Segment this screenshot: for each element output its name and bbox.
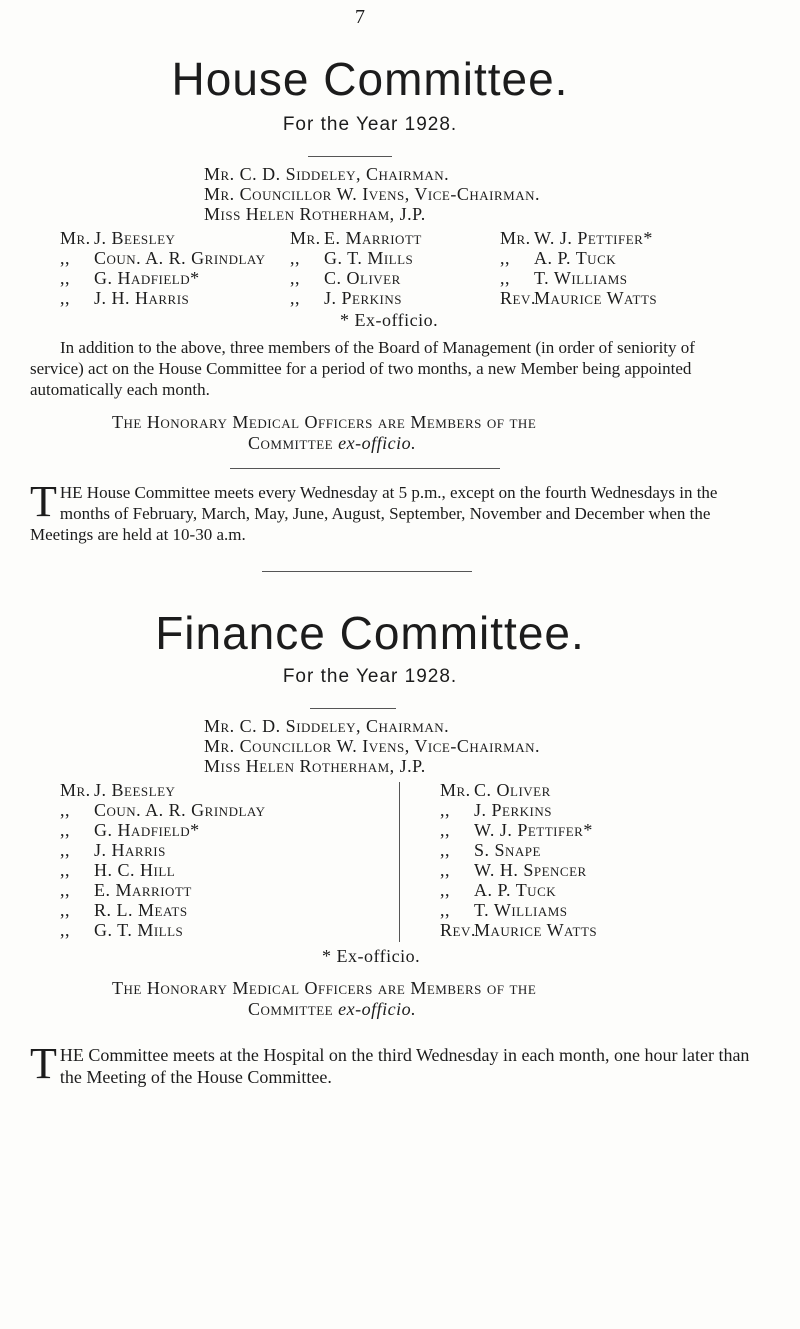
house-exofficio-note: * Ex-officio. xyxy=(340,310,439,330)
house-members-col-3 xyxy=(500,228,657,308)
list-item: ,, E. Marriott xyxy=(60,880,192,900)
list-item: ,, Coun. A. R. Grindlay xyxy=(60,248,266,268)
finance-exofficio-note: * Ex-officio. xyxy=(322,946,421,966)
list-item: ,, T. Williams xyxy=(440,900,568,920)
finance-member-rotherham: Miss Helen Rotherham, J.P. xyxy=(204,756,426,776)
list-item: ,, J. Harris xyxy=(60,840,166,860)
list-item: Rev.Maurice Watts xyxy=(440,920,598,940)
list-item: ,, Coun. A. R. Grindlay xyxy=(60,800,266,820)
house-honorary-line-2: Committee ex-officio. xyxy=(248,433,417,453)
house-meeting-paragraph: THE House Committee meets every Wednesday at 5 p.m., except on the fourth Wednesdays in the months of February, March, May, June, August, September, November and December when the Meetings are held at 10-30 a.m. xyxy=(30,477,718,544)
section-divider xyxy=(262,571,472,572)
page-number: 7 xyxy=(355,6,365,28)
finance-chairman: Mr. C. D. Siddeley, Chairman. xyxy=(204,716,450,736)
list-item: ,, J. Perkins xyxy=(440,800,552,820)
house-honorary-line: The Honorary Medical Officers are Members of the xyxy=(112,412,537,432)
finance-column-divider xyxy=(399,782,400,942)
list-item: ,, S. Snape xyxy=(440,840,541,860)
house-committee-title: House Committee. xyxy=(171,53,569,105)
house-members-col-1 xyxy=(60,228,265,308)
finance-members-col-1 xyxy=(60,780,265,940)
house-addition-paragraph: In addition to the above, three members of the Board of Management (in order of seniority of service) act on the House Committee for a period of two months, a new Member being appointed automatically each month. xyxy=(30,338,695,399)
house-members-col-2 xyxy=(290,228,422,308)
list-item: ,, R. L. Meats xyxy=(60,900,188,920)
house-member-rotherham: Miss Helen Rotherham, J.P. xyxy=(204,204,426,224)
list-item: ,, T. Williams xyxy=(500,268,628,288)
list-item: ,, J. Perkins xyxy=(290,288,402,308)
list-item: ,, W. H. Spencer xyxy=(440,860,587,880)
house-chairman: Mr. C. D. Siddeley, Chairman. xyxy=(204,164,450,184)
list-item: ,, G. Hadfield* xyxy=(60,820,200,840)
list-item: ,, G. T. Mills xyxy=(60,920,184,940)
list-item: ,, J. H. Harris xyxy=(60,288,190,308)
house-divider xyxy=(230,468,500,469)
finance-vice-chairman: Mr. Councillor W. Ivens, Vice-Chairman. xyxy=(204,736,540,756)
finance-exofficio-italic: ex-officio. xyxy=(338,999,417,1019)
list-item: ,, A. P. Tuck xyxy=(500,248,617,268)
finance-honorary-line-2: Committee ex-officio. xyxy=(248,999,417,1019)
house-title-rule xyxy=(308,156,392,157)
list-item: ,, H. C. Hill xyxy=(60,860,176,880)
finance-members-col-2 xyxy=(440,780,597,940)
house-vice-chairman: Mr. Councillor W. Ivens, Vice-Chairman. xyxy=(204,184,540,204)
finance-honorary-line: The Honorary Medical Officers are Members of the xyxy=(112,978,537,998)
finance-committee-title: Finance Committee. xyxy=(155,607,585,659)
list-item: Mr. C. Oliver xyxy=(440,780,551,800)
list-item: Rev.Maurice Watts xyxy=(500,288,658,308)
list-item: ,, A. P. Tuck xyxy=(440,880,557,900)
house-exofficio-italic: ex-officio. xyxy=(338,433,417,453)
list-item: Mr. W. J. Pettifer* xyxy=(500,228,653,248)
finance-dropcap: T xyxy=(30,1039,57,1088)
list-item: Mr. J. Beesley xyxy=(60,228,176,248)
house-dropcap: T xyxy=(30,477,57,526)
list-item: ,, G. T. Mills xyxy=(290,248,414,268)
list-item: Mr. J. Beesley xyxy=(60,780,176,800)
list-item: Mr. E. Marriott xyxy=(290,228,422,248)
list-item: ,, G. Hadfield* xyxy=(60,268,200,288)
finance-committee-subtitle: For the Year 1928. xyxy=(282,666,458,687)
finance-title-rule xyxy=(310,708,396,709)
finance-meeting-paragraph: THE Committee meets at the Hospital on the third Wednesday in each month, one hour later than the Meeting of the House Committee. xyxy=(30,1039,750,1088)
list-item: ,, W. J. Pettifer* xyxy=(440,820,593,840)
list-item: ,, C. Oliver xyxy=(290,268,401,288)
house-committee-subtitle: For the Year 1928. xyxy=(282,114,458,135)
